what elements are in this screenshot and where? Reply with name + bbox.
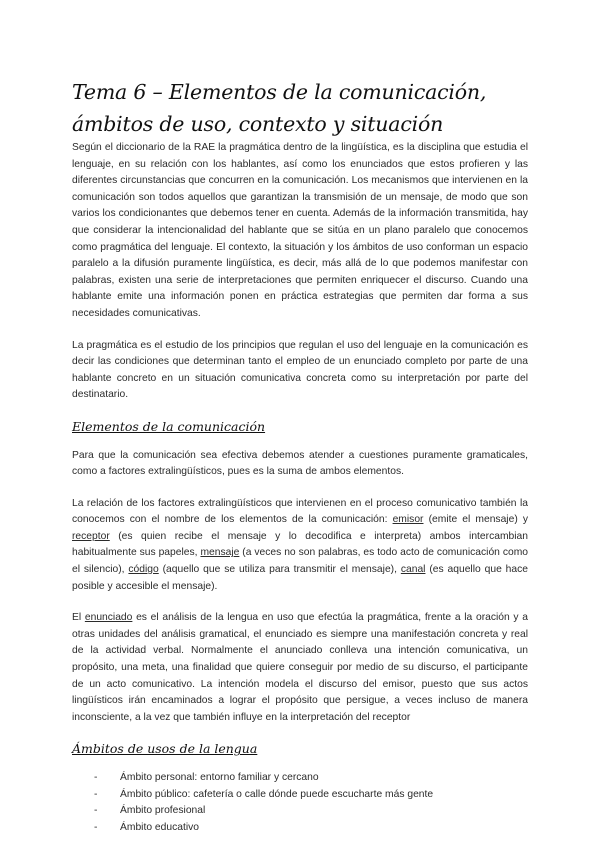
term-enunciado: enunciado <box>84 612 133 624</box>
text-run: El <box>72 612 85 624</box>
intro-paragraph-1: Según el diccionario de la RAE la pragmática dentro de la lingüística, es la disciplina que estudia el lenguaje, en su relación con los hablantes, así como los enunciados que estos profieren y las diferentes circunstancias que concurren en la comunicación. Los mecanismos que intervienen en la comunicación son todos aquellos que garantizan la transmisión de un mensaje, de modo que son varios los condicionantes que debemos tener en cuenta. Además de la información transmitida, hay que considerar la intencionalidad del hablante que se sitúa en un plano paralelo que conocemos como pragmática del lenguaje. El contexto, la situación y los ámbitos de uso conforman un espacio paralelo a la difusión puramente lingüística, es decir, más allá de lo que podemos manifestar con palabras, existen una serie de interpretaciones que permiten enriquecer el discurso. Cuando una hablante emite una información ponen en práctica estrategias que permiten dar forma a sus necesidades comunicativas. <box>72 142 528 319</box>
term-mensaje: mensaje <box>200 547 240 559</box>
ambitos-list <box>72 770 528 836</box>
elementos-paragraph-1: Para que la comunicación sea efectiva debemos atender a cuestiones puramente gramaticales, como a factores extralingüísticos, pues es la suma de ambos elementos. <box>72 449 528 478</box>
section-heading-ambitos: Ámbitos de usos de la lengua <box>72 741 258 757</box>
list-item: - Ámbito público: cafetería o calle dónde puede escucharte más gente <box>94 787 528 804</box>
text-run: (es aquello que hace posible y accesible el mensaje). <box>72 564 528 592</box>
elementos-paragraph-2 <box>72 496 528 596</box>
page-title: Tema 6 – Elementos de la comunicación, ámbitos de uso, contexto y situación <box>72 80 487 136</box>
list-item: - Ámbito educativo <box>94 820 528 837</box>
text-run: (es quien recibe el mensaje y lo decodifica e interpreta) ambos intercambian habitualmente sus papeles, <box>72 530 528 559</box>
intro-paragraph-2: La pragmática es el estudio de los principios que regulan el uso del lenguaje en la comunicación es decir las condiciones que determinan tanto el empleo de un enunciado completo por parte de una hablante concreto en un situación comunicativa concreta como su interpretación por parte del destinatario. <box>72 339 528 401</box>
term-canal: canal <box>400 564 426 576</box>
text-run: es el análisis de la lengua en uso que efectúa la pragmática, frente a la oración y a otras unidades del análisis gramatical, el enunciado es siempre una manifestación concreta y real de la actividad verbal. Normalmente el anunciado conlleva una intención comunicativa, un propósito, una meta, una finalidad que quiere conseguir por medio de su discurso, el participante de un acto comunicativo. La intención modela el discurso del emisor, puesto que sus actos lingüísticos irán encaminados a lograr el propósito que persigue, a veces incluso de manera inconsciente, a la vez que también influye en la interpretación del receptor <box>72 612 528 723</box>
document-body <box>72 140 528 836</box>
section-heading-elementos: Elementos de la comunicación <box>72 418 266 434</box>
text-run: (aquello que se utiliza para transmitir el mensaje), <box>158 564 401 576</box>
elementos-paragraph-3 <box>72 610 528 726</box>
list-item: - Ámbito personal: entorno familiar y cercano <box>94 770 528 787</box>
list-item: - Ámbito profesional <box>94 803 528 820</box>
term-emisor: emisor <box>392 514 424 526</box>
term-codigo: código <box>128 564 159 576</box>
text-run: (emite el mensaje) y <box>423 514 528 526</box>
term-receptor: receptor <box>72 530 110 542</box>
text-run: (a veces no son palabras, es todo acto de comunicación como el silencio), <box>72 547 529 576</box>
text-run: La relación de los factores extralingüísticos que intervienen en el proceso comunicativo también la conocemos con el nombre de los elementos de la comunicación: <box>72 497 528 526</box>
